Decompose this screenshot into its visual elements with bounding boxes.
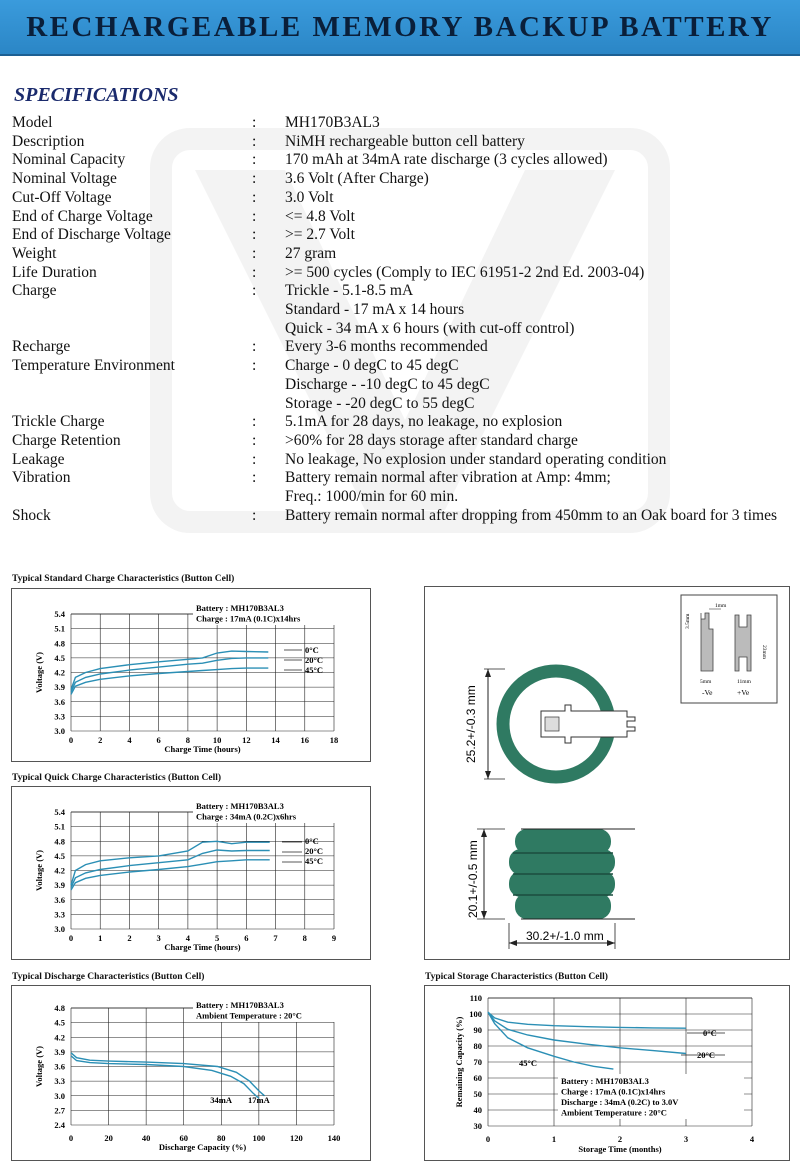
chart-annotation: Battery : MH170B3AL3	[196, 1000, 284, 1010]
page-title: RECHARGEABLE MEMORY BACKUP BATTERY	[26, 11, 774, 43]
spec-colon: :	[252, 282, 257, 300]
spec-label: Cut-Off Voltage	[12, 188, 112, 206]
spec-value	[285, 264, 795, 283]
y-tick-label: 4.8	[54, 1003, 65, 1013]
x-tick-label: 40	[141, 1133, 151, 1143]
x-axis-label: Charge Time (hours)	[164, 744, 241, 754]
chart-annotation: Battery : MH170B3AL3	[196, 603, 284, 613]
x-tick-label: 140	[327, 1133, 341, 1143]
x-tick-label: 8	[302, 933, 307, 943]
spec-label: Temperature Environment	[12, 357, 175, 375]
x-tick-label: 2	[127, 933, 132, 943]
x-tick-label: 12	[242, 735, 251, 745]
discharge-chart-title: Typical Discharge Characteristics (Button Cell)	[12, 972, 205, 982]
x-axis-label: Discharge Capacity (%)	[158, 1142, 247, 1152]
series-line	[71, 668, 268, 694]
y-tick-label: 3.0	[54, 1090, 65, 1101]
spec-label: Leakage	[12, 450, 65, 468]
spec-colon: :	[252, 450, 257, 468]
chart-annotation: Ambient Temperature : 20°C	[196, 1010, 302, 1021]
spec-colon: :	[252, 338, 257, 356]
y-tick-label: 4.2	[54, 1032, 65, 1043]
spec-label: Trickle Charge	[12, 413, 105, 431]
x-tick-label: 10	[212, 735, 222, 745]
spec-label: End of Charge Voltage	[12, 207, 153, 225]
spec-value-line: NiMH rechargeable button cell battery	[285, 132, 525, 150]
series-line	[71, 841, 270, 885]
y-tick-label: 110	[469, 993, 482, 1003]
spec-value-line: Storage - -20 degC to 55 degC	[285, 394, 475, 412]
discharge-chart-panel	[11, 985, 371, 1161]
spec-value-line: 5.1mA for 28 days, no leakage, no explosion	[285, 413, 563, 431]
spec-value-line: No leakage, No explosion under standard operating condition	[285, 450, 667, 468]
x-tick-label: 120	[290, 1133, 303, 1143]
spec-value	[285, 170, 795, 189]
chart-annotation: Charge : 17mA (0.1C)x14hrs	[561, 1086, 666, 1097]
x-tick-label: 9	[331, 933, 337, 943]
height-dimension: 20.1+/-0.5 mm	[466, 840, 480, 918]
discharge-chart	[12, 986, 370, 1160]
y-tick-label: 3.6	[54, 696, 65, 707]
y-tick-label: 3.3	[54, 1076, 65, 1087]
spec-value-line: 3.6 Volt (After Charge)	[285, 170, 429, 188]
x-tick-label: 0	[68, 933, 74, 943]
series-line	[71, 651, 268, 690]
plot-grid	[71, 1008, 334, 1125]
x-tick-label: 3	[683, 1134, 689, 1144]
x-tick-label: 2	[98, 735, 103, 745]
y-tick-label: 4.2	[54, 865, 65, 876]
quick-charge-chart-panel	[11, 786, 371, 960]
spec-label: Charge	[12, 282, 57, 300]
spec-colon: :	[252, 357, 257, 375]
series-label: 45°C	[305, 665, 324, 675]
spec-colon: :	[252, 469, 257, 487]
y-tick-label: 3.9	[54, 1046, 65, 1057]
y-axis-label: Voltage (V)	[34, 850, 44, 891]
series-label: 34mA	[210, 1095, 232, 1105]
battery-side-view	[509, 829, 635, 919]
y-tick-label: 2.7	[54, 1105, 65, 1116]
specifications-heading: SPECIFICATIONS	[14, 84, 179, 106]
spec-colon: :	[252, 263, 257, 281]
y-tick-label: 3.3	[54, 909, 65, 920]
spec-colon: :	[252, 132, 257, 150]
plot-grid	[71, 812, 334, 929]
spec-value	[285, 114, 795, 133]
spec-value-line: 27 gram	[285, 244, 337, 262]
y-axis-label: Remaining Capacity (%)	[454, 1016, 464, 1108]
y-tick-label: 30	[473, 1121, 482, 1131]
x-tick-label: 7	[273, 933, 278, 943]
series-line	[71, 860, 270, 890]
spec-label: Shock	[12, 506, 51, 524]
x-tick-label: 20	[104, 1133, 113, 1143]
y-tick-label: 3.6	[54, 1061, 65, 1072]
width-dimension: 30.2+/-1.0 mm	[526, 929, 604, 943]
y-tick-label: 3.6	[54, 894, 65, 905]
spec-value	[285, 413, 795, 432]
x-tick-label: 0	[485, 1134, 491, 1144]
spec-value-line: MH170B3AL3	[285, 114, 380, 131]
spec-colon: :	[252, 244, 257, 262]
chart-annotation: Battery : MH170B3AL3	[561, 1076, 649, 1086]
quick-charge-chart-title: Typical Quick Charge Characteristics (Button Cell)	[12, 773, 222, 783]
spec-value	[285, 432, 795, 451]
spec-label: Nominal Capacity	[12, 151, 126, 169]
spec-value-line: Freq.: 1000/min for 60 min.	[285, 488, 459, 505]
standard-charge-chart-panel	[11, 588, 371, 762]
spec-label: Weight	[12, 244, 57, 262]
storage-chart	[425, 986, 789, 1160]
x-tick-label: 5	[214, 933, 220, 943]
y-tick-label: 5.4	[54, 807, 65, 817]
spec-value-line: Trickle - 5.1-8.5 mA	[285, 282, 414, 300]
spec-colon: :	[252, 207, 257, 225]
y-tick-label: 4.5	[54, 850, 65, 861]
spec-value	[285, 245, 795, 264]
storage-chart-panel	[424, 985, 790, 1161]
spec-value	[285, 208, 795, 227]
spec-label: Model	[12, 114, 53, 131]
x-tick-label: 0	[68, 735, 74, 745]
spec-value-line: Battery remain normal after vibration at Amp: 4mm;	[285, 469, 611, 487]
y-tick-label: 5.1	[54, 623, 65, 634]
x-tick-label: 80	[217, 1133, 226, 1143]
x-tick-label: 1	[551, 1134, 557, 1144]
y-tick-label: 60	[473, 1073, 482, 1083]
x-tick-label: 100	[252, 1133, 266, 1143]
x-tick-label: 8	[185, 735, 191, 745]
series-label: 0°C	[305, 836, 319, 846]
spec-label: Recharge	[12, 338, 71, 356]
x-tick-label: 0	[68, 1133, 74, 1143]
spec-label: Life Duration	[12, 263, 97, 281]
x-tick-label: 3	[156, 933, 161, 943]
spec-label: Charge Retention	[12, 431, 121, 449]
diameter-dimension: 25.2+/-0.3 mm	[464, 685, 478, 763]
series-label: 0°C	[703, 1028, 717, 1038]
chart-annotation: Charge : 17mA (0.1C)x14hrs	[196, 613, 301, 624]
spec-label: Description	[12, 132, 85, 150]
spec-colon: :	[252, 431, 257, 449]
x-tick-label: 18	[329, 735, 339, 745]
y-tick-label: 3.3	[54, 711, 65, 722]
y-tick-label: 5.4	[54, 609, 65, 619]
spec-value	[285, 357, 795, 413]
series-label: 20°C	[697, 1050, 716, 1060]
series-label: 20°C	[305, 846, 324, 856]
series-line	[488, 1012, 613, 1069]
spec-value-line: >= 500 cycles (Comply to IEC 61951-2 2nd Ed. 2003-04)	[285, 263, 645, 281]
spec-value-line: >60% for 28 days storage after standard charge	[285, 431, 578, 449]
x-tick-label: 60	[179, 1133, 188, 1143]
spec-value	[285, 226, 795, 245]
spec-label: Vibration	[12, 469, 71, 487]
y-tick-label: 4.5	[54, 652, 65, 663]
y-tick-label: 3.0	[54, 924, 65, 934]
y-tick-label: 2.4	[54, 1120, 65, 1130]
storage-chart-title: Typical Storage Characteristics (Button Cell)	[425, 972, 608, 982]
y-tick-label: 90	[473, 1025, 482, 1035]
spec-colon: :	[252, 170, 257, 188]
y-tick-label: 50	[473, 1089, 482, 1099]
spec-colon: :	[252, 114, 257, 131]
x-tick-label: 4	[749, 1134, 755, 1144]
spec-value-line: >= 2.7 Volt	[285, 226, 355, 244]
spec-value	[285, 151, 795, 170]
pos-label: +Ve	[737, 688, 750, 697]
spec-value	[285, 469, 795, 506]
spec-label: Nominal Voltage	[12, 170, 117, 188]
x-tick-label: 14	[271, 735, 280, 745]
x-tick-label: 2	[617, 1134, 623, 1144]
chart-annotation: Ambient Temperature : 20°C	[561, 1107, 667, 1118]
inset-dim-right: 23mm	[761, 645, 767, 660]
x-axis-label: Charge Time (hours)	[164, 942, 241, 952]
chart-annotation: Battery : MH170B3AL3	[196, 801, 284, 811]
spec-value-line: Standard - 17 mA x 14 hours	[285, 301, 465, 318]
y-tick-label: 40	[473, 1105, 482, 1115]
y-tick-label: 70	[473, 1057, 482, 1067]
series-label: 45°C	[305, 856, 324, 866]
standard-charge-chart-title: Typical Standard Charge Characteristics (Button Cell)	[12, 574, 235, 584]
spec-colon: :	[252, 506, 257, 524]
y-tick-label: 3.9	[54, 880, 65, 891]
spec-value	[285, 507, 795, 526]
y-tick-label: 4.5	[54, 1017, 65, 1028]
spec-label: End of Discharge Voltage	[12, 226, 171, 244]
spec-value-line: Every 3-6 months recommended	[285, 338, 488, 356]
x-tick-label: 4	[127, 735, 132, 745]
y-tick-label: 4.8	[54, 836, 65, 847]
x-tick-label: 16	[300, 735, 310, 745]
neg-label: -Ve	[702, 688, 713, 697]
series-label: 0°C	[305, 645, 319, 655]
spec-value-line: <= 4.8 Volt	[285, 207, 355, 225]
x-tick-label: 1	[98, 933, 103, 943]
y-axis-label: Voltage (V)	[34, 652, 44, 693]
chart-annotation: Charge : 34mA (0.2C)x6hrs	[196, 811, 297, 822]
x-tick-label: 6	[244, 933, 249, 943]
spec-value	[285, 451, 795, 470]
spec-colon: :	[252, 413, 257, 431]
y-tick-label: 3.9	[54, 682, 65, 693]
standard-charge-chart	[12, 589, 370, 761]
spec-colon: :	[252, 188, 257, 206]
inset-dim-top: 1mm	[715, 603, 727, 609]
y-tick-label: 4.2	[54, 667, 65, 678]
series-line	[71, 1053, 265, 1096]
spec-colon: :	[252, 226, 257, 244]
y-tick-label: 5.1	[54, 821, 65, 832]
y-tick-label: 80	[473, 1041, 482, 1051]
spec-value-line: Quick - 34 mA x 6 hours (with cut-off control)	[285, 319, 575, 337]
y-tick-label: 100	[469, 1009, 482, 1019]
battery-drawing	[425, 587, 789, 959]
inset-dim-pos: 11mm	[737, 679, 751, 685]
battery-dimension-diagram	[424, 586, 790, 960]
spec-value-line: 3.0 Volt	[285, 188, 334, 206]
spec-colon: :	[252, 151, 257, 169]
spec-value	[285, 282, 795, 338]
series-line	[488, 1012, 686, 1053]
y-axis-label: Voltage (V)	[34, 1046, 44, 1087]
spec-value	[285, 189, 795, 208]
x-tick-label: 4	[185, 933, 191, 943]
x-axis-label: Storage Time (months)	[578, 1144, 662, 1154]
spec-value	[285, 338, 795, 357]
y-tick-label: 4.8	[54, 638, 65, 649]
quick-charge-chart	[12, 787, 370, 959]
y-tick-label: 3.0	[54, 726, 65, 736]
spec-value-line: Charge - 0 degC to 45 degC	[285, 357, 459, 375]
spec-value-line: Battery remain normal after dropping from 450mm to an Oak board for 3 times	[285, 506, 777, 524]
series-label: 17mA	[248, 1095, 270, 1105]
inset-dim-left: 3.5mm	[685, 613, 691, 629]
series-line	[488, 1012, 686, 1028]
series-label: 45°C	[519, 1058, 538, 1068]
spec-value-line: Discharge - -10 degC to 45 degC	[285, 375, 490, 393]
inset-dim-neg: 5mm	[700, 679, 712, 685]
chart-annotation: Discharge : 34mA (0.2C) to 3.0V	[561, 1097, 679, 1107]
spec-value	[285, 133, 795, 152]
spec-value-line: 170 mAh at 34mA rate discharge (3 cycles allowed)	[285, 151, 608, 169]
x-tick-label: 6	[156, 735, 161, 745]
series-label: 20°C	[305, 655, 324, 665]
